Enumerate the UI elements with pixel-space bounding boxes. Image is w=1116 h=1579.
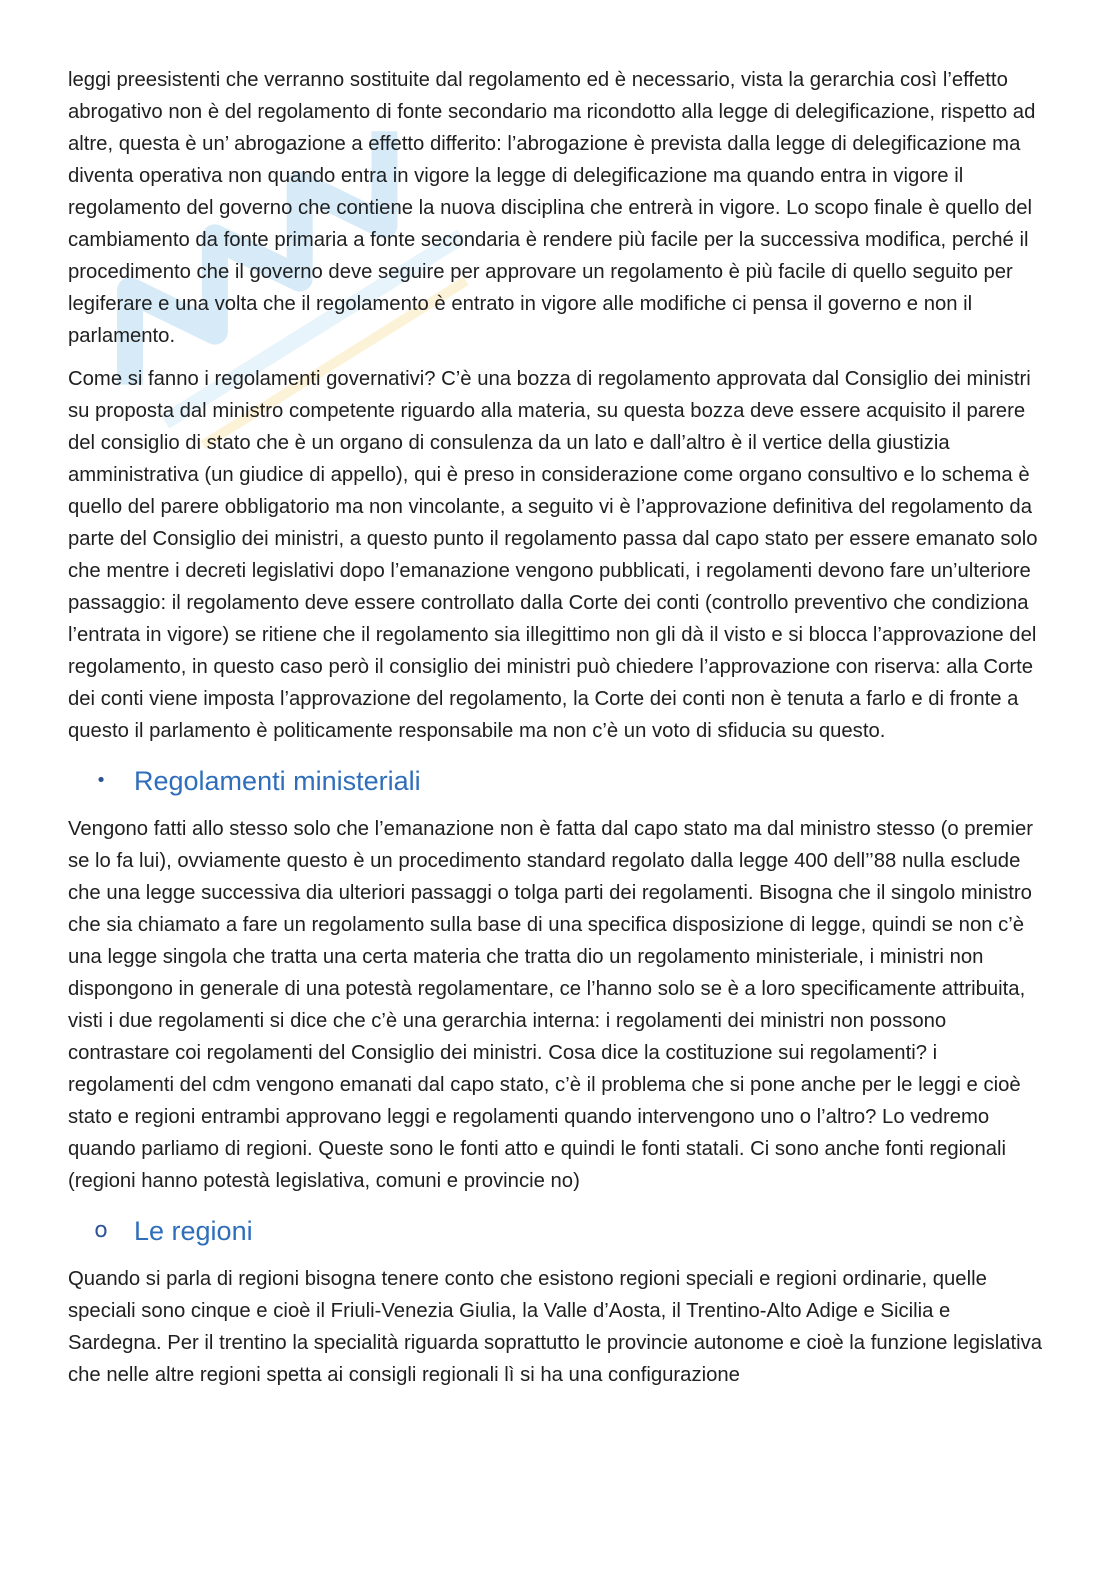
paragraph-regolamenti-governativi: Come si fanno i regolamenti governativi? C’è una bozza di regolamento approvata dal Consiglio dei ministri su proposta dal ministro competente riguardo alla materia, su questa bozza deve essere acquisito il parere del consiglio di stato che è un organo di consulenza da un lato e dall’altro è il vertice della giustizia amministrativa (un giudice di appello), qui è preso in considerazione come organo consultivo e lo schema è quello del parere obbligatorio ma non vincolante, a seguito vi è l’approvazione definitiva del regolamento da parte del Consiglio dei ministri, a questo punto il regolamento passa dal capo stato per essere emanato solo che mentre i decreti legislativi dopo l’emanazione vengono pubblicati, i regolamenti devono fare un’ulteriore passaggio: il regolamento deve essere controllato dalla Corte dei conti (controllo preventivo che condiziona l’entrata in vigore) se ritiene che il regolamento sia illegittimo non gli dà il visto e si blocca l’approvazione del regolamento, in questo caso però il consiglio dei ministri può chiedere l’approvazione con riserva: alla Corte dei conti viene imposta l’approvazione del regolamento, la Corte dei conti non è tenuta a farlo e di fronte a questo il parlamento è politicamente responsabile ma non c’è un voto di sfiducia su questo. bbox=[68, 368, 1038, 742]
section-heading-regolamenti-ministeriali bbox=[68, 763, 1043, 799]
section-heading-le-regioni bbox=[68, 1213, 1043, 1249]
heading-title: Le regioni bbox=[134, 1216, 253, 1246]
document-body bbox=[68, 64, 1043, 1402]
bullet-circle-icon: o bbox=[94, 1218, 108, 1243]
paragraph-delegificazione: leggi preesistenti che verranno sostituite dal regolamento ed è necessario, vista la gerarchia così l’effetto abrogativo non è del regolamento di fonte secondario ma ricondotto alla legge di delegificazione, rispetto ad altre, questa è un’ abrogazione a effetto differito: l’abrogazione è prevista dalla legge di delegificazione ma diventa operativa non quando entra in vigore la legge di delegificazione ma quando entra in vigore il regolamento del governo che contiene la nuova disciplina che entrerà in vigore. Lo scopo finale è quello del cambiamento da fonte primaria a fonte secondaria è rendere più facile per la successiva modifica, perché il procedimento che il governo deve seguire per approvare un regolamento è più facile di quello seguito per legiferare e una volta che il regolamento è entrato in vigore alle modifiche ci pensa il governo e non il parlamento. bbox=[68, 69, 1036, 347]
paragraph-regolamenti-ministeriali: Vengono fatti allo stesso solo che l’emanazione non è fatta dal capo stato ma dal ministro stesso (o premier se lo fa lui), ovviamente questo è un procedimento standard regolato dalla legge 400 dell’’88 nulla esclude che una legge successiva dia ulteriori passaggi o tolga parti dei regolamenti. Bisogna che il singolo ministro che sia chiamato a fare un regolamento sulla base di una specifica disposizione di legge, quindi se non c’è una legge singola che tratta una certa materia che tratta dio un regolamento ministeriale, i ministri non dispongono in generale di una potestà regolamentare, ce l’hanno solo se è a loro specificamente attribuita, visti i due regolamenti si dice che c’è una gerarchia interna: i regolamenti dei ministri non possono contrastare coi regolamenti del Consiglio dei ministri. Cosa dice la costituzione sui regolamenti? i regolamenti del cdm vengono emanati dal capo stato, c’è il problema che si pone anche per le leggi e cioè stato e regioni entrambi approvano leggi e regolamenti quando intervengono uno o l’altro? Lo vedremo quando parliamo di regioni. Queste sono le fonti atto e quindi le fonti statali. Ci sono anche fonti regionali (regioni hanno potestà legislativa, comuni e provincie no) bbox=[68, 818, 1034, 1192]
heading-title: Regolamenti ministeriali bbox=[134, 766, 421, 796]
bullet-dot-icon: • bbox=[95, 770, 107, 791]
paragraph-regioni: Quando si parla di regioni bisogna tenere conto che esistono regioni speciali e regioni ordinarie, quelle speciali sono cinque e cioè il Friuli-Venezia Giulia, la Valle d’Aosta, il Trentino-Alto Adige e Sicilia e Sardegna. Per il trentino la specialità riguarda soprattutto le provincie autonome e cioè la funzione legislativa che nelle altre regioni spetta ai consigli regionali lì si ha una configurazione bbox=[68, 1268, 1043, 1386]
